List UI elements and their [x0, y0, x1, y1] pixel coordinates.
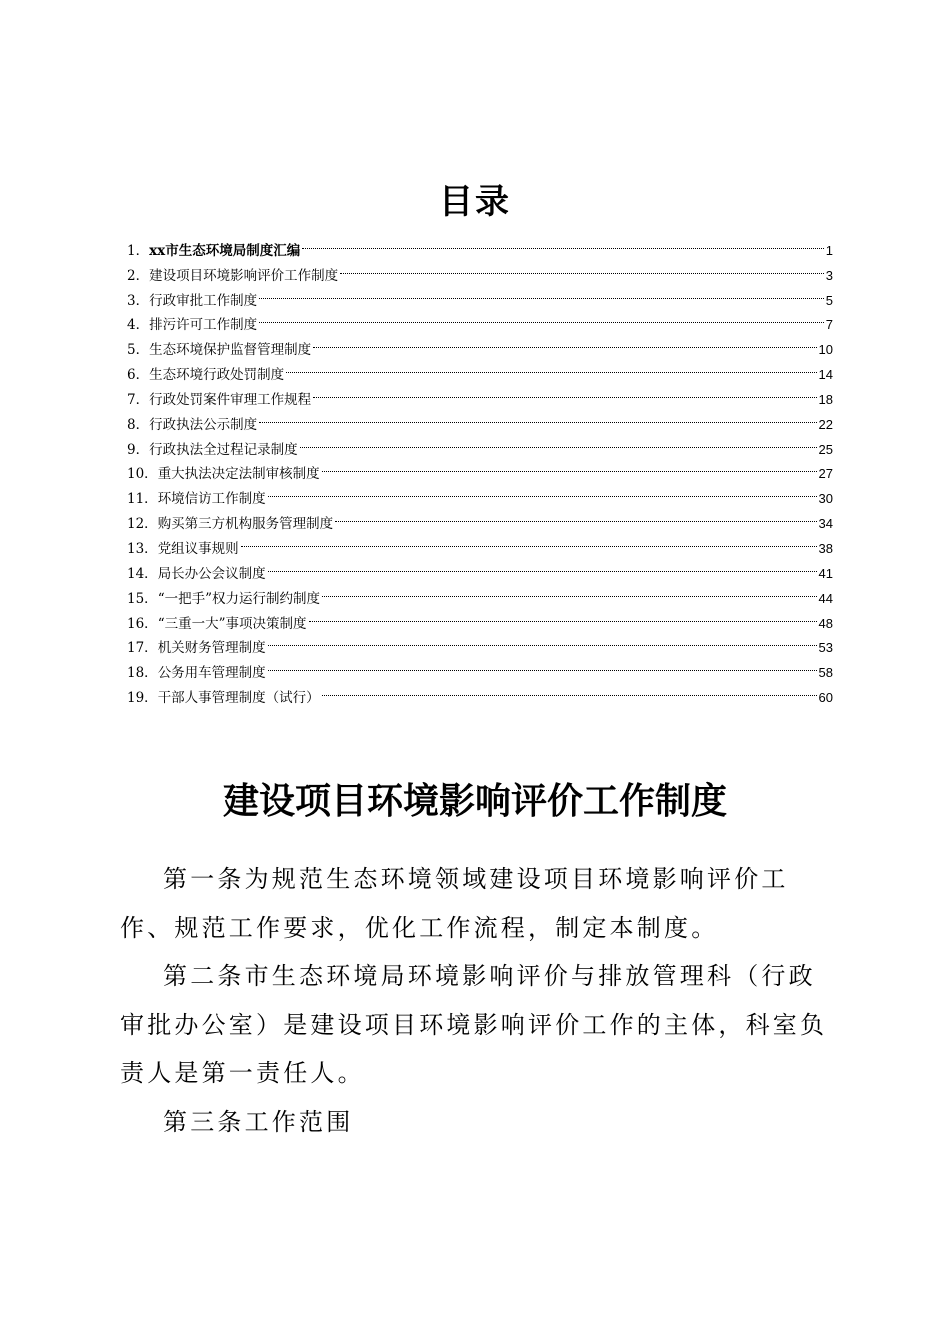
toc-dot-leader	[268, 628, 817, 653]
toc-entry-page: 38	[818, 540, 833, 556]
toc-entry-title: “三重一大”事项决策制度	[157, 615, 307, 632]
toc-entry-number: 12．	[127, 516, 158, 533]
toc-entry-page: 14	[818, 367, 833, 383]
toc-entry[interactable]	[127, 230, 833, 259]
toc-entry-number: 17．	[127, 640, 158, 657]
toc-entry-number: 19．	[127, 690, 158, 707]
toc-entry-number: 14．	[127, 565, 158, 582]
toc-dot-leader	[322, 677, 817, 702]
toc-entry-page: 3	[825, 267, 833, 283]
toc-dot-leader	[309, 603, 817, 628]
toc-entry-page: 44	[818, 590, 833, 606]
toc-entry-page: 30	[818, 491, 833, 507]
toc-entry-number: 6．	[127, 367, 150, 384]
toc-title: 目录	[439, 182, 511, 222]
toc-dot-leader	[322, 578, 817, 603]
toc-entry-title: 机关财务管理制度	[157, 640, 266, 657]
toc-entry-title: 公务用车管理制度	[157, 665, 266, 682]
toc-entry-number: 15．	[127, 590, 158, 607]
toc-entry-title: 生态环境行政处罚制度	[149, 367, 285, 384]
toc-entry-page: 1	[825, 242, 833, 258]
toc-entry-number: 3．	[127, 292, 150, 309]
toc-entry-title: xx市生态环境局制度汇编	[149, 242, 301, 259]
body-paragraph: 第三条工作范围	[163, 1107, 354, 1136]
toc-entry-number: 18．	[127, 665, 158, 682]
toc-entry-title: 局长办公会议制度	[157, 565, 266, 582]
toc-entry-title: 行政审批工作制度	[149, 292, 258, 309]
toc-entry-number: 5．	[127, 342, 150, 359]
toc-entry-title: 党组议事规则	[157, 540, 239, 557]
toc-entry-page: 7	[825, 317, 833, 333]
toc-entry-title: 行政执法公示制度	[149, 416, 258, 433]
toc-dot-leader	[340, 255, 824, 280]
toc-dot-leader	[259, 404, 816, 429]
toc-entry-page: 34	[818, 516, 833, 532]
toc-entry-number: 8．	[127, 416, 150, 433]
toc-entry-number: 7．	[127, 391, 150, 408]
table-of-contents	[127, 230, 833, 707]
toc-dot-leader	[259, 280, 824, 305]
toc-dot-leader	[268, 478, 817, 503]
toc-dot-leader	[313, 329, 816, 354]
toc-dot-leader	[259, 305, 824, 330]
toc-entry-title: 建设项目环境影响评价工作制度	[149, 267, 339, 284]
toc-entry-title: 排污许可工作制度	[149, 317, 258, 334]
toc-dot-leader	[335, 503, 816, 528]
toc-entry-title: 干部人事管理制度（试行）	[157, 690, 320, 707]
toc-entry-page: 22	[818, 416, 833, 432]
toc-dot-leader	[241, 528, 817, 553]
toc-dot-leader	[313, 379, 816, 404]
toc-entry-page: 5	[825, 292, 833, 308]
toc-entry-page: 41	[818, 565, 833, 581]
toc-entry-number: 13．	[127, 540, 158, 557]
toc-entry-page: 27	[818, 466, 833, 482]
toc-dot-leader	[300, 429, 817, 454]
toc-dot-leader	[268, 652, 817, 677]
toc-entry-number: 9．	[127, 441, 150, 458]
toc-entry-page: 48	[818, 615, 833, 631]
toc-entry-title: 行政处罚案件审理工作规程	[149, 391, 312, 408]
toc-dot-leader	[286, 354, 816, 379]
toc-entry-page: 53	[818, 640, 833, 656]
document-title: 建设项目环境影响评价工作制度	[222, 780, 727, 822]
toc-entry-title: 行政执法全过程记录制度	[149, 441, 298, 458]
toc-dot-leader	[268, 553, 817, 578]
toc-entry-page: 58	[818, 665, 833, 681]
toc-entry-title: 购买第三方机构服务管理制度	[157, 516, 334, 533]
toc-entry-number: 10．	[127, 466, 158, 483]
toc-entry-number: 4．	[127, 317, 150, 334]
toc-entry-number: 16．	[127, 615, 158, 632]
toc-entry-title: 重大执法决定法制审核制度	[157, 466, 320, 483]
body-paragraph: 第一条为规范生态环境领域建设项目环境影响评价工作、规范工作要求，优化工作流程，制定本制度。	[120, 865, 789, 942]
toc-entry-number: 2．	[127, 267, 150, 284]
toc-entry-title: 环境信访工作制度	[157, 491, 266, 508]
toc-entry-title: “一把手”权力运行制约制度	[157, 590, 320, 607]
toc-entry-number: 1．	[127, 242, 150, 259]
toc-entry-page: 25	[818, 441, 833, 457]
toc-entry-page: 60	[818, 690, 833, 706]
toc-entry-page: 10	[818, 342, 833, 358]
toc-entry-page: 18	[818, 391, 833, 407]
toc-dot-leader	[322, 454, 817, 479]
toc-entry-number: 11．	[127, 491, 158, 508]
document-body	[120, 855, 832, 1146]
body-paragraph: 第二条市生态环境局环境影响评价与排放管理科（行政审批办公室）是建设项目环境影响评价工作的主体，科室负责人是第一责任人。	[120, 962, 828, 1087]
toc-dot-leader	[302, 230, 824, 255]
toc-entry-title: 生态环境保护监督管理制度	[149, 342, 312, 359]
